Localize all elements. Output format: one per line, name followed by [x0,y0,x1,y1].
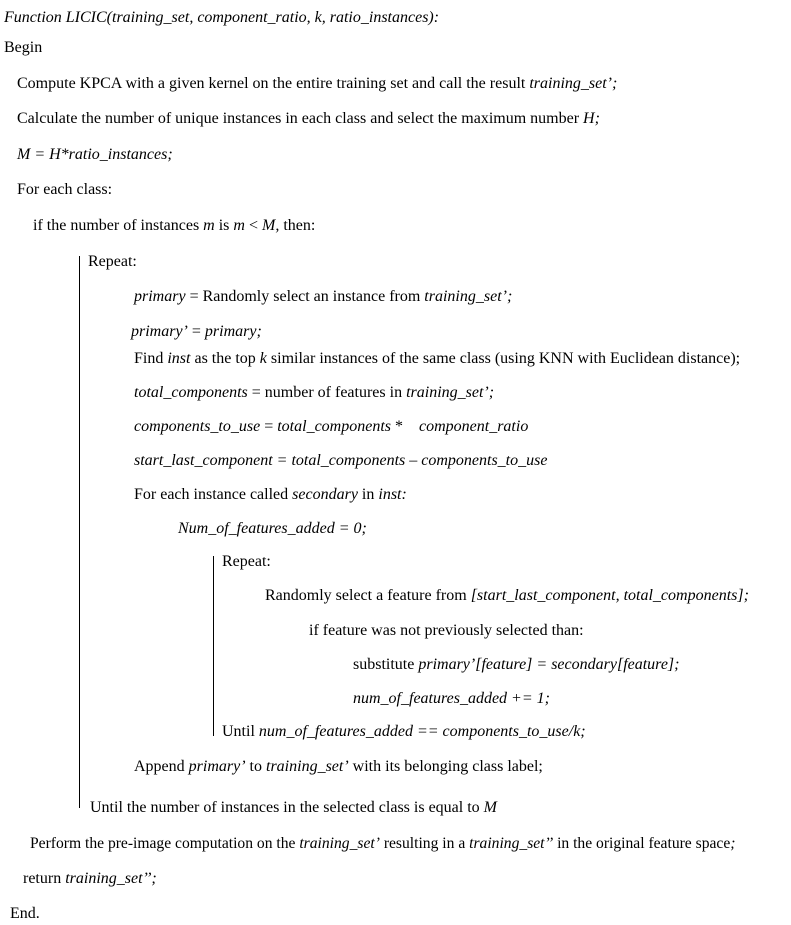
step-append-primary: Append primary’ to training_set’ with its belonging class label; [134,758,543,775]
step-pre-image: Perform the pre-image computation on the training_set’ resulting in a training_set’’ in the original feature space; [30,835,736,852]
function-signature: Function LICIC(training_set, component_ratio, k, ratio_instances): [4,9,440,26]
step-compute-kpca: Compute KPCA with a given kernel on the entire training set and call the result training_set’; [17,75,618,92]
step-inner-repeat: Repeat: [222,553,271,570]
step-calc-unique-instances: Calculate the number of unique instances in each class and select the maximum number H; [17,110,600,127]
step-random-feature: Randomly select a feature from [start_last_component, total_components]; [265,587,749,604]
step-total-components: total_components = number of features in training_set’; [134,384,495,401]
outer-repeat-bracket [79,256,80,808]
step-copy-primary: primary’ = primary; [131,323,262,340]
step-start-last-component: start_last_component = total_components – components_to_use [134,452,548,469]
step-find-inst: Find inst as the top k similar instances of the same class (using KNN with Euclidean distance); [134,350,741,367]
inner-repeat-bracket [213,556,214,736]
step-select-primary: primary = Randomly select an instance from training_set’; [134,288,513,305]
step-return: return training_set’’; [23,870,157,887]
begin-keyword: Begin [4,39,43,56]
step-for-each-class: For each class: [17,181,113,198]
step-inner-until: Until num_of_features_added == components_to_use/k; [222,723,586,740]
step-compute-m: M = H*ratio_instances; [17,146,173,163]
step-outer-repeat: Repeat: [88,253,137,270]
step-for-each-secondary: For each instance called secondary in inst: [134,486,407,503]
step-outer-until: Until the number of instances in the selected class is equal to M [90,799,497,816]
step-if-instances: if the number of instances m is m < M, then: [33,217,316,234]
step-increment-features: num_of_features_added += 1; [353,690,550,707]
step-substitute-feature: substitute primary’[feature] = secondary[feature]; [353,656,680,673]
step-components-to-use: components_to_use = total_components * component_ratio [134,418,529,435]
step-if-not-selected: if feature was not previously selected than: [309,622,584,639]
step-init-features-added: Num_of_features_added = 0; [178,520,367,537]
end-keyword: End. [10,905,40,922]
